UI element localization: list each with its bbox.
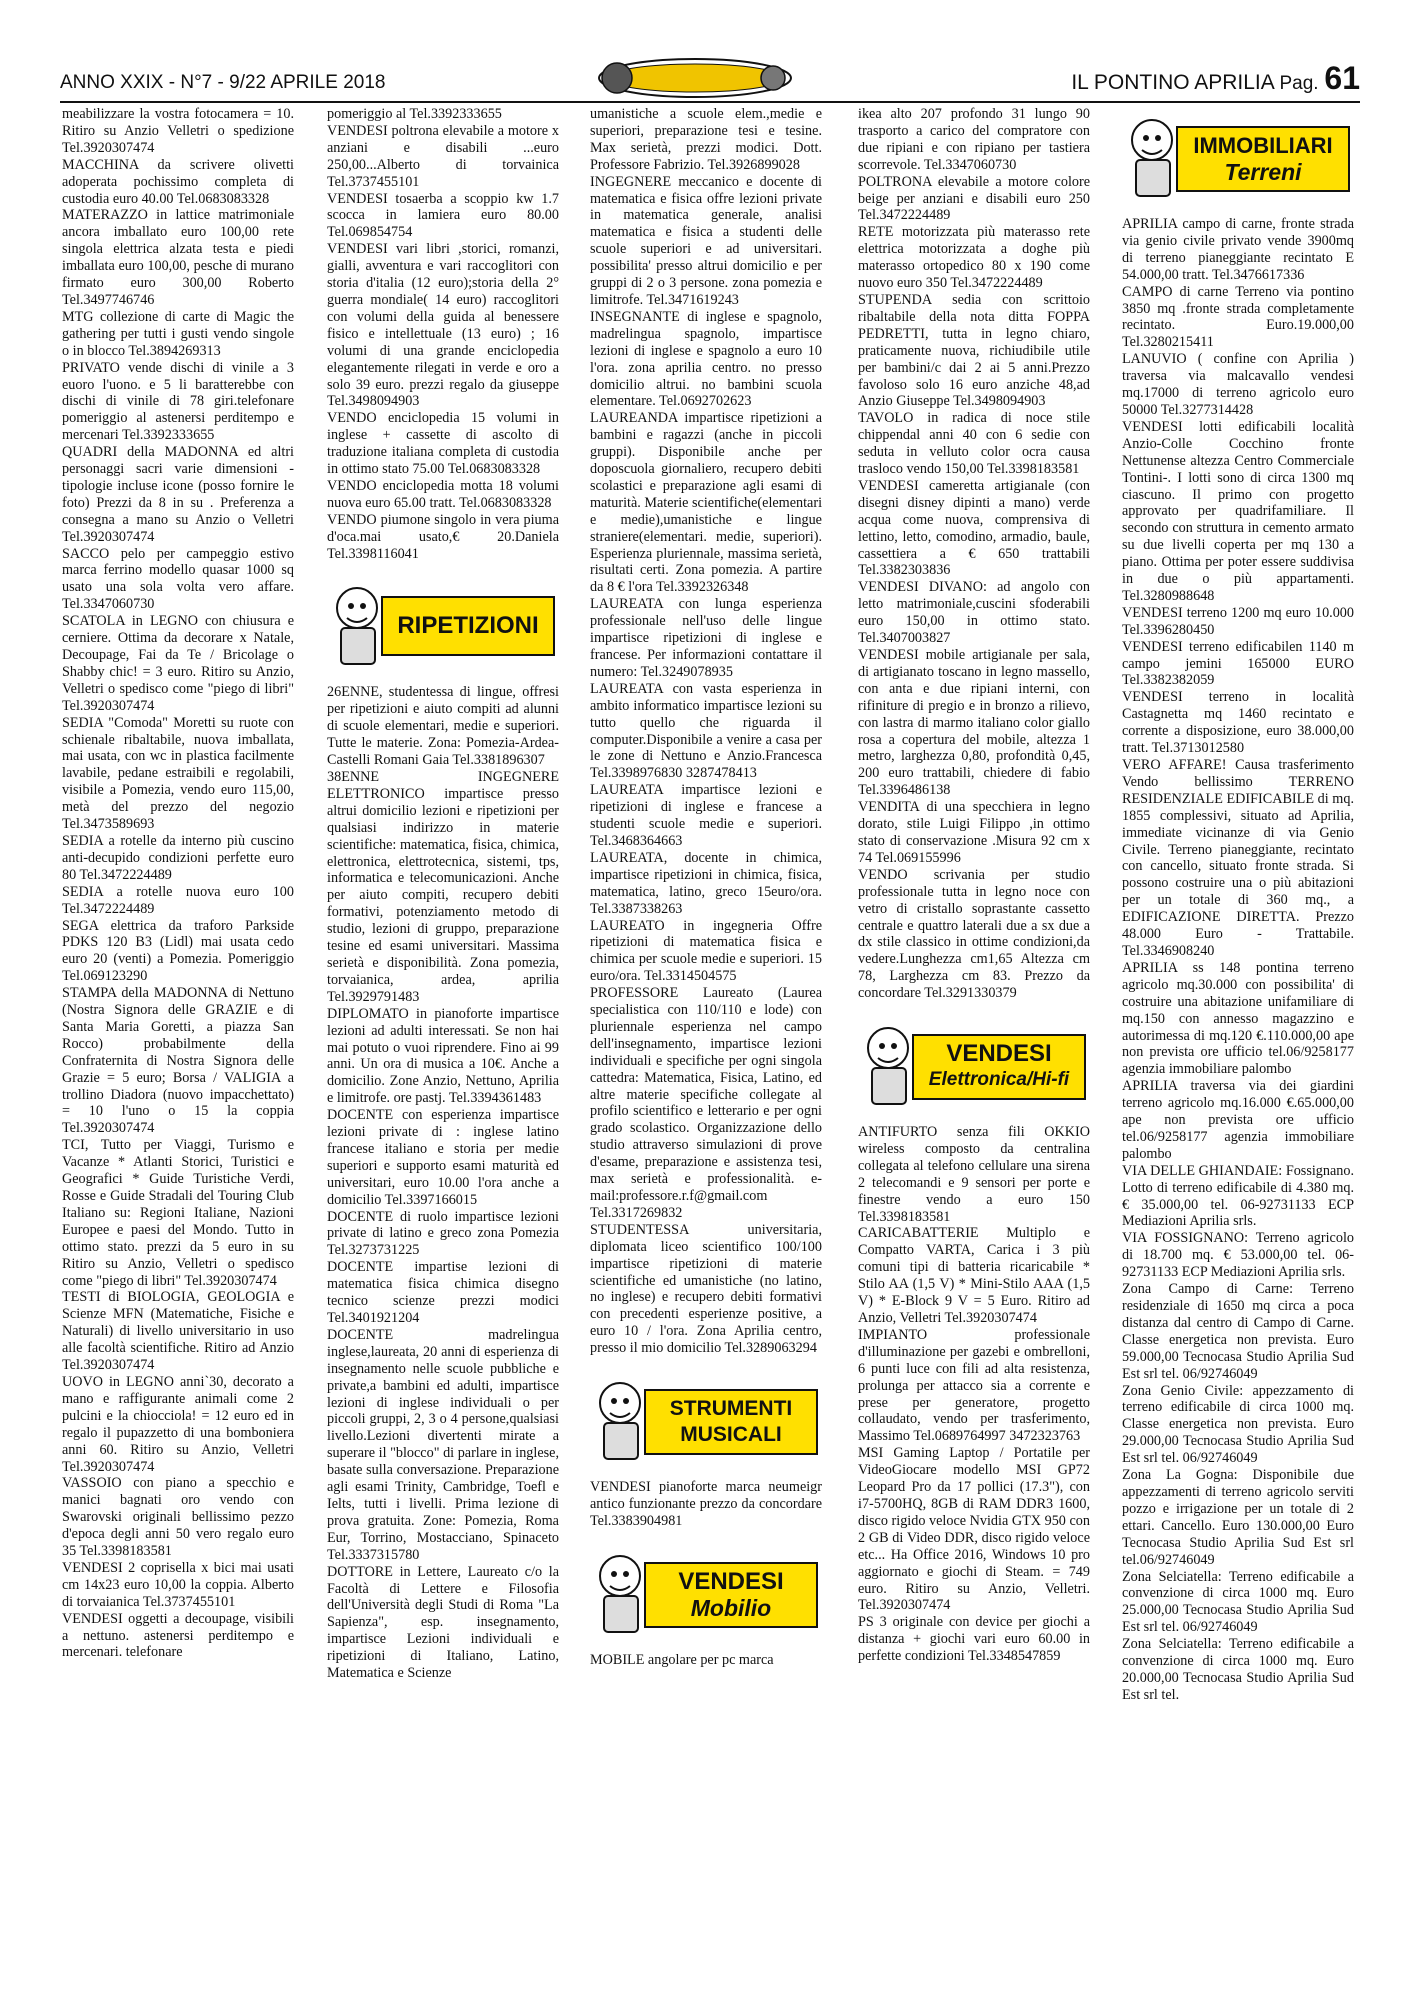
classified-ad: ikea alto 207 profondo 31 lungo 90 trasporto a carico del compratore con due ripiani e con ripiano per tastiera scorrevole. Tel.3347060730 bbox=[858, 106, 1090, 173]
classified-ad: Zona Selciatella: Terreno edificabile a convenzione di circa 1000 mq. Euro 20.000,00 Tecnocasa Studio Aprilia Sud Est srl tel. bbox=[1122, 1636, 1354, 1703]
section-title: RIPETIZIONI bbox=[381, 596, 555, 656]
classified-ad: VENDESI DIVANO: ad angolo con letto matrimoniale,cuscini sfoderabili euro 150,00 in ottimo stato. Tel.3407003827 bbox=[858, 579, 1090, 647]
classified-ad: SEDIA a rotelle nuova euro 100 Tel.3472224489 bbox=[62, 883, 294, 917]
classified-ad: TESTI di BIOLOGIA, GEOLOGIA e Scienze MFN (Matematiche, Fisiche e Naturali) di livello universitario in uso alle facoltà scientifiche. Ritiro ad Anzio Tel.3920307474 bbox=[62, 1289, 294, 1374]
classified-ad: VENDESI terreno in località Castagnetta mq 1460 recintato e corrente a disposizione, euro 38.000,00 tratt. Tel.3713012580 bbox=[1122, 689, 1354, 757]
column-4 bbox=[858, 106, 1090, 1665]
publication-name: IL PONTINO APRILIA bbox=[1071, 71, 1274, 94]
classified-ad: SACCO pelo per campeggio estivo marca ferrino modello quasar 1000 sq usato una sola volta vero affare. Tel.3347060730 bbox=[62, 545, 294, 613]
classified-ad: LAUREANDA impartisce ripetizioni a bambini e ragazzi (anche in piccoli gruppi). Disponibile anche per doposcuola giornaliero, recupero debiti scolastici e preparazione agli esami di maturità. Materie scientifiche(elementari e medie),umanistiche e lingue straniere(elementari. medie, superiori). Esperienza pluriennale, massima serietà, risultati certi. Zona pomezia. A partire da 8 € l'ora Tel.3392326348 bbox=[590, 410, 823, 596]
classified-ad: Zona Campo di Carne: Terreno residenziale di 1650 mq circa a poca distanza dal centro di Campo di Carne. Classe energetica non prevista. Euro 59.000,00 Tecnocasa Studio Aprilia Sud Est srl tel. 06/92746049 bbox=[1122, 1281, 1354, 1382]
classified-ad: MATERAZZO in lattice matrimoniale ancora imballato euro 100,00 rete singola elettrica alzata testa e piedi imballata euro 100,00, pesche di murano firmato euro 300,00 Roberto Tel.3497746746 bbox=[62, 207, 294, 308]
classified-ad: DOTTORE in Lettere, Laureato c/o la Facoltà di Lettere e Filosofia dell'Università degli Studi di Roma "La Sapienza", esp. insegnamento, impartisce Lezioni individuali e ripetizioni di Italiano, Latino, Matematica e Scienze bbox=[327, 1563, 559, 1682]
classified-ad: CARICABATTERIE Multiplo e Compatto VARTA, Carica i 3 più comuni tipi di batteria ricaricabile * Stilo AA (1,5 V) * Mini-Stilo AAA (1,5 V) * E-Block 9 V = 5 Euro. Ritiro ad Anzio, Velletri Tel.3920307474 bbox=[858, 1225, 1090, 1326]
classified-ad: ANTIFURTO senza fili OKKIO wireless composto da centralina collegata al telefono cellulare una sirena 2 telecomandi e 9 sensori per porte e finestre vendo a euro 150 Tel.3398183581 bbox=[858, 1124, 1090, 1225]
classified-ad: MACCHINA da scrivere olivetti adoperata pochissimo completa di custodia euro 40.00 Tel.0683083328 bbox=[62, 156, 294, 207]
classified-ad: DOCENTE madrelingua inglese,laureata, 20 anni di esperienza di insegnamento nelle scuole pubbliche e private,a bambini ed adulti, impartisce lezioni di inglese individuali o per piccoli gruppi, 2, 3 o 4 persone,qualsiasi livello.Lezioni divertenti mirate a superare il "blocco" di parlare in inglese, basate sulla conversazione. Preparazione agli esami Trinity, Cambridge, Toefl e Ielts, tutti i livelli. Prima lezione di prova gratuita. Zone: Pomezia, Roma Eur, Torrino, Mostacciano, Spinaceto Tel.3337315780 bbox=[327, 1326, 559, 1563]
classified-ad: umanistiche a scuole elem.,medie e superiori, preparazione tesi e tesine. Max serietà, prezzi modici. Dott. Professore Fabrizio. Tel.3926899028 bbox=[590, 106, 822, 173]
classified-ad: VENDESI pianoforte marca neumeigr antico funzionante prezzo da concordare Tel.3383904981 bbox=[590, 1479, 822, 1529]
classified-ad: Zona Genio Civile: appezzamento di terreno edificabile di circa 1000 mq. Classe energetica non prevista. Euro 29.000,00 Tecnocasa Studio Aprilia Sud Est srl tel. 06/92746049 bbox=[1122, 1382, 1354, 1467]
classified-ad: SCATOLA in LEGNO con chiusura e cerniere. Ottima da decorare x Natale, Decoupage, Fai da Te / Bricolage o Shabby chic! = 3 euro. Ritiro su Anzio, Velletri o spedisco come "piego di libri" Tel.3920307474 bbox=[62, 613, 294, 714]
classified-ad: VENDESI poltrona elevabile a motore x anziani e disabili ...euro 250,00...Alberto di torvainica Tel.3737455101 bbox=[327, 122, 559, 190]
classified-ad: INGEGNERE meccanico e docente di matematica e fisica offre lezioni private in matematica generale, analisi matematica e fisica a studenti delle scuole superiori e ad universitari. possibilita' presso altrui domicilio e per gruppi di 2 o 3 persone. zona pomezia e limitrofe. Tel.3471619243 bbox=[590, 173, 822, 308]
classified-ad: DIPLOMATO in pianoforte impartisce lezioni ad adulti interessati. Se non hai mai potuto o vuoi riprendere. Fino ai 99 anni. Un ora di musica a 10€. Anche a domicilio. Zone Anzio, Nettuno, Aprilia e limitrofe. ore pastj. Tel.3394361483 bbox=[327, 1005, 559, 1107]
classified-ad: LAUREATA, docente in chimica, impartisce ripetizioni in chimica, fisica, matematica, latino, greco 15euro/ora. Tel.3387338263 bbox=[590, 849, 822, 917]
classified-ad: VENDO piumone singolo in vera piuma d'oca.mai usato,€ 20.Daniela Tel.3398116041 bbox=[327, 511, 559, 562]
classified-ad: VASSOIO con piano a specchio e manici bagnati oro vendo con Swarovski originali bellissimo pezzo d'epoca degli anni 50 vero regalo euro 35 Tel.3398183581 bbox=[62, 1475, 294, 1560]
classified-ad: pomeriggio al Tel.3392333655 bbox=[327, 106, 502, 122]
classified-ad: APRILIA ss 148 pontina terreno agricolo mq.30.000 con possibilita' di costruire una abitazione unifamiliare di mq.150 con annesso magazzino e autorimessa di mq.120 €.110.000,00 ape non prevista ore ufficio tel.06/9258177 agenzia immobiliare palombo bbox=[1122, 959, 1354, 1078]
lo-strillone-logo bbox=[595, 56, 795, 100]
classified-ad: TCI, Tutto per Viaggi, Turismo e Vacanze * Atlanti Storici, Turistici e Geografici * Guide Turistiche Verdi, Rosse e Guide Stradali del Touring Club Italiano su: Regioni Italiane, Nazioni Europee e paesi del Mondo. Tutto in ottimo stato. prezzi da 5 euro in su Ritiro su Anzio, Velletri o spedisco come "piego di libri" Tel.3920307474 bbox=[62, 1137, 294, 1289]
classified-ad: VENDO enciclopedia 15 volumi in inglese + cassette di ascolto di traduzione italiana completa di custodia in ottimo stato 75.00 Tel.0683083328 bbox=[327, 410, 559, 478]
classified-ad: APRILIA campo di carne, fronte strada via genio civile privato vende 3900mq di terreno pianeggiante recintato E 54.000,00 tratt. Tel.3476617336 bbox=[1122, 216, 1354, 283]
classified-ad: VENDESI terreno 1200 mq euro 10.000 Tel.3396280450 bbox=[1122, 604, 1354, 638]
classified-ad: LAUREATA impartisce lezioni e ripetizioni di inglese e francese a studenti scuole medie e superiori. Tel.3468364663 bbox=[590, 782, 822, 849]
page-label: Pag. bbox=[1279, 73, 1319, 94]
classified-ad: meabilizzare la vostra fotocamera = 10. Ritiro su Anzio Velletri o spedizione Tel.3920307474 bbox=[62, 106, 294, 156]
classified-ad: LAUREATA con vasta esperienza in ambito informatico impartisce lezioni su tutto quello che riguarda il computer.Disponibile a venire a casa per le zone di Nettuno e Anzio.Francesca Tel.3398976830 3287478413 bbox=[590, 680, 822, 782]
classified-ad: INSEGNANTE di inglese e spagnolo, madrelingua spagnolo, impartisce lezioni di inglese e spagnolo a euro 10 l'ora. zona aprilia centro. no presso domicilio altrui. no bambini scuola elementare. Tel.0692702623 bbox=[590, 308, 822, 410]
classified-ad: VENDESI vari libri ,storici, romanzi, gialli, avventura e vari raccoglitori con storia d'italia (12 euro);storia della 2° guerra mondiale( 14 euro) raccoglitori con volumi della guida al benessere fisico e intellettuale (13 euro) ; 16 volumi di una grande enciclopedia elegantemente rilegati in verde e oro a solo 39 euro. prezzi regalo da giuseppe Tel.3498094903 bbox=[327, 241, 559, 410]
classified-ad: POLTRONA elevabile a motore colore beige per anziani e disabili euro 250 Tel.3472224489 bbox=[858, 173, 1090, 224]
column-3 bbox=[590, 106, 822, 1669]
mobilio-ads bbox=[590, 1652, 822, 1669]
classified-ad: MSI Gaming Laptop / Portatile per VideoGiocare modello MSI GP72 Leopard Pro da 17 pollici (17.3"), con i7-5700HQ, 8GB di RAM DDR3 1600, disco rigido veloce Nvidia GTX 950 con 2 GB di Video DDR, disco rigido veloce etc... Ha Office 2016, Windows 10 pro aggiornato e giochi di Steam. = 749 euro. Ritiro su Anzio, Velletri. Tel.3920307474 bbox=[858, 1445, 1090, 1614]
classified-ad: VENDESI tosaerba a scoppio kw 1.7 scocca in lamiera euro 80.00 Tel.069854754 bbox=[327, 190, 559, 241]
issue-info: ANNO XXIX - N°7 - 9/22 APRILE 2018 bbox=[60, 72, 386, 93]
section-title: STRUMENTI MUSICALI bbox=[644, 1389, 818, 1455]
classified-ad: PRIVATO vende dischi di vinile a 3 euoro l'uono. e 5 li baratterebbe con dischi di vinile di 78 giri.telefonare pomeriggio al astenersi perditempo e mercenari Tel.3392333655 bbox=[62, 359, 294, 444]
section-title: VENDESI Mobilio bbox=[644, 1562, 818, 1628]
page-header bbox=[60, 60, 1360, 106]
classified-ad: STUPENDA sedia con scrittoio ribaltabile della nota ditta FOPPA PEDRETTI, tutta in legno chiaro, praticamente nuova, richiudibile utile per bambini/c dai 2 ai 5 anni.Prezzo favoloso solo 16 euro anziche 48,ad Anzio Giuseppe Tel.3498094903 bbox=[858, 291, 1090, 410]
classified-ad: PS 3 originale con device per giochi a distanza + giochi vari euro 60.00 in perfette condizioni Tel.3348547859 bbox=[858, 1614, 1090, 1665]
classified-ad: DOCENTE di ruolo impartisce lezioni private di latino e greco zona Pomezia Tel.3273731225 bbox=[327, 1208, 559, 1259]
strumenti-musicali-ads bbox=[590, 1479, 822, 1530]
classified-ad: VENDITA di una specchiera in legno dorato, stile Luigi Filippo ,in ottimo stato di conservazione .Misura 92 cm x 74 Tel.069155996 bbox=[858, 799, 1090, 866]
classified-ad: VENDO scrivania per studio professionale tutta in legno noce con vetro di cristallo soprastante cassetto centrale e quattro laterali due a sx due a dx stile classico in ottime condizioni,da vedere.Lunghezza cm1,65 Altezza cm 78, Larghezza cm 83. Prezzo da concordare Tel.3291330379 bbox=[858, 866, 1090, 1002]
terreni-ads bbox=[1122, 216, 1354, 1704]
classified-ad: MOBILE angolare per pc marca bbox=[590, 1651, 774, 1668]
classified-ad: VENDESI 2 coprisella x bici mai usati cm 14x23 euro 10,00 la coppia. Alberto di torvaianica Tel.3737455101 bbox=[62, 1559, 294, 1610]
classified-ad: VIA DELLE GHIANDAIE: Fossignano. Lotto di terreno edificabile di 4.380 mq. € 35.000,00 tel. 06-92731133 ECP Mediazioni Aprilia srls. bbox=[1122, 1162, 1354, 1230]
column-1 bbox=[62, 106, 294, 1661]
classified-ad: STUDENTESSA universitaria, diplomata liceo scientifico 100/100 impartisce ripetizioni di materie scientifiche ed umanistiche (no latino, no inglese) e recupero debiti formativi con precedenti esperienze positive, a euro 10 / l'ora. Zona Aprilia centro, presso il mio domicilio Tel.3289063294 bbox=[590, 1221, 822, 1357]
classified-ad: VENDESI oggetti a decoupage, visibili a nettuno. astenersi perditempo e mercenari. telefonare bbox=[62, 1610, 294, 1661]
header-rule bbox=[60, 101, 1360, 103]
publication-info bbox=[1071, 60, 1360, 97]
classified-ad: DOCENTE impartise lezioni di matematica fisica chimica disegno tecnico scienze prezzi modici Tel.3401921204 bbox=[327, 1259, 559, 1326]
classified-ad: IMPIANTO professionale d'illuminazione per gazebi e ombrelloni, 6 punti luce con fili ad alta resistenza, prolunga per attacco sia a corrente e prese per generatore, progetto collaudato, vendo per trasferimento, Massimo Tel.0689764997 3472323763 bbox=[858, 1326, 1090, 1445]
elettronica-ads bbox=[858, 1124, 1090, 1665]
classified-ad: 38ENNE INGEGNERE ELETTRONICO impartisce presso altrui domicilio lezioni e ripetizioni per qualsiasi indirizzo in materie scientifiche: matematica, fisica, chimica, elettronica, elettrotecnica, sistemi, tps, informatica e telecomunicazioni. Anche per aiuto compiti, recupero debiti formativi, potenziamento metodo di studio, lezioni di gruppo, preparazione tesine ed esami universitari. Massima serietà e disponibilità. Zona pomezia, torvaianica, ardea, aprilia Tel.3929791483 bbox=[327, 769, 559, 1005]
classified-ad: VENDESI terreno edificabilen 1140 m campo jemini 165000 EURO Tel.3382382059 bbox=[1122, 638, 1354, 689]
classified-ad: LAUREATA con lunga esperienza professionale nell'uso delle lingue impartisce ripetizioni di inglese e francese. Per informazioni contattare il numero: Tel.3249078935 bbox=[590, 596, 822, 680]
section-banner-ripetizioni bbox=[327, 574, 559, 674]
section-banner-strumenti-musicali bbox=[590, 1369, 822, 1469]
page-number: 61 bbox=[1324, 60, 1360, 96]
section-title: IMMOBILIARI Terreni bbox=[1176, 126, 1350, 192]
column-2 bbox=[327, 106, 559, 1682]
ripetizioni-ads bbox=[327, 684, 559, 1681]
classified-ad: RETE motorizzata più materasso rete elettrica motorizzata a doghe più materasso ortopedico 80 x 190 come nuovo euro 350 Tel.3472224489 bbox=[858, 224, 1090, 292]
classified-ad: PROFESSORE Laureato (Laurea specialistica con 110/110 e lode) con pluriennale esperienza nel campo dell'insegnamento, impartisce lezioni individuali e specifiche per ogni singola cattedra: Matematica, Fisica, Latino, ed altre materie specifiche collegate al profilo scientifico e letterario e per ogni grado scolastico. Organizzazione dello studio attraverso simulazioni di prove d'esame, preparazione e assistenza tesi, max serietà e professionalità. e-mail:professore.r.f@gmail.com Tel.3317269832 bbox=[590, 985, 822, 1221]
classified-ad: SEDIA a rotelle da interno più cuscino anti-decupido condizioni perfette euro 80 Tel.3472224489 bbox=[62, 832, 294, 883]
classified-ad: VERO AFFARE! Causa trasferimento Vendo bellissimo TERRENO RESIDENZIALE EDIFICABILE di mq. 1855 complessivi, situato ad Aprilia, immediate vicinanze di via Genio Civile. Terreno pianeggiante, recintato con cancello, situato fronte strada. Si possono costruire una o più abitazioni per un totale di 360 mq., a EDIFICAZIONE DIRETTA. Prezzo 48.000 Euro - Trattabile. Tel.3346908240 bbox=[1122, 757, 1354, 959]
vendesi-varie-continued bbox=[327, 106, 559, 562]
section-banner-vendesi-elettronica bbox=[858, 1014, 1090, 1114]
section-banner-immobiliari-terreni bbox=[1122, 106, 1354, 206]
classified-ad: APRILIA traversa via dei giardini terreno agricolo mq.16.000 €.65.000,00 ape non prevista ore ufficio tel.06/9258177 agenzia immobiliare palombo bbox=[1122, 1078, 1354, 1162]
section-title: VENDESI Elettronica/Hi-fi bbox=[912, 1034, 1086, 1100]
classified-ad: VENDESI mobile artigianale per sala, di artigianato toscano in legno massello, con anta e due ripiani interni, con rifiniture di pregio e in bronzo a rilievo, con lastra di marmo italiano color giallo rosa a copertura del mobile, altezza 1 metro, larghezza 0,80, profondità 0,45, 200 euro trattabili, chiedere di fabio Tel.3396486138 bbox=[858, 647, 1090, 799]
classified-ad: SEDIA "Comoda" Moretti su ruote con schienale ribaltabile, nuova imballata, mai usata, con wc in plastica facilmente lavabile, pedane estraibili e regolabili, visibile a Pomezia, vendo euro 115,00, metà del prezzo del negozio Tel.3473589693 bbox=[62, 714, 294, 833]
classified-ad: LAUREATO in ingegneria Offre ripetizioni di matematica fisica e chimica per scuole medie e superiori. 15 euro/ora. Tel.3314504575 bbox=[590, 917, 822, 985]
classified-ad: Zona Selciatella: Terreno edificabile a convenzione di circa 1000 mq. Euro 25.000,00 Tecnocasa Studio Aprilia Sud Est srl tel. 06/92746049 bbox=[1122, 1568, 1354, 1636]
mobilio-ads-continued bbox=[858, 106, 1090, 1002]
ripetizioni-ads-continued bbox=[590, 106, 822, 1357]
classified-ad: STAMPA della MADONNA di Nettuno (Nostra Signora delle GRAZIE e di Santa Maria Goretti, a piazza San Rocco) probabilmente della Confraternita di Nostra Signora delle Grazie = 5 euro; Borsa / VALIGIA a trollino Diadora (nuovo impacchettato) = 10 l'uno o 15 la coppia Tel.3920307474 bbox=[62, 985, 294, 1137]
classified-ad: TAVOLO in radica di noce stile chippendal anni 40 con 6 sedie con seduta in velluto color ocra causa trasloco vendo 150,00 Tel.3398183581 bbox=[858, 410, 1090, 478]
column-5 bbox=[1122, 106, 1354, 1704]
classified-ad: VENDO enciclopedia motta 18 volumi nuova euro 65.00 tratt. Tel.0683083328 bbox=[327, 477, 559, 511]
classified-ad: DOCENTE con esperienza impartisce lezioni private di : inglese latino francese italiano e storia per medie superiori e supporto esami maturità ed universitari, euro 10.00 l'ora anche a domicilio Tel.3397166015 bbox=[327, 1107, 559, 1208]
classified-ad: MTG collezione di carte di Magic the gathering per tutti i gusti vendo singole o in blocco Tel.3894269313 bbox=[62, 308, 294, 359]
classified-ad: SEGA elettrica da traforo Parkside PDKS 120 B3 (Lidl) mai usata cedo euro 20 (venti) a Pomezia. Pomeriggio Tel.069123290 bbox=[62, 917, 294, 985]
classified-ad: VIA FOSSIGNANO: Terreno agricolo di 18.700 mq. € 53.000,00 tel. 06-92731133 ECP Mediazioni Aprilia srls. bbox=[1122, 1230, 1354, 1281]
section-banner-vendesi-mobilio bbox=[590, 1542, 822, 1642]
classified-ad: 26ENNE, studentessa di lingue, offresi per ripetizioni e aiuto compiti ad alunni di scuole elementari, medie e superiori. Tutte le materie. Zona: Pomezia-Ardea-Castelli Romani Gaia Tel.3381896307 bbox=[327, 684, 559, 769]
classified-ad: LANUVIO ( confine con Aprilia ) traversa via malcavallo vendesi mq.17000 di terreno agricolo euro 50000 Tel.3277314428 bbox=[1122, 351, 1354, 418]
classified-ad: UOVO in LEGNO anni`30, decorato a mano e raffigurante animali come 2 pulcini e la chiocciola! = 12 euro ed in regalo il pupazzetto di una bomboniera anni 60. Ritiro su Anzio, Velletri Tel.3920307474 bbox=[62, 1373, 294, 1475]
classified-ad: VENDESI lotti edificabili località Anzio-Colle Cocchino fronte Nettunense altezza Centro Commerciale Tontini-. I lotti sono di circa 1300 mq ciascuno. Il primo con progetto approvato per quadrifamiliare. Il secondo con struttura in cemento armato su due livelli coperta per mq 130 a piano. Ottima per poter essere suddivisa in due o più appartamenti. Tel.3280988648 bbox=[1122, 418, 1354, 604]
classified-ad: CAMPO di carne Terreno via pontino 3850 mq .fronte strada completamente recintato. Euro.19.000,00 Tel.3280215411 bbox=[1122, 283, 1354, 351]
classified-ad: VENDESI cameretta artigianale (con disegni disney dipinti a mano) verde acqua come nuova, comprensiva di lettino, letto, comodino, armadio, baule, cassettiera a € 650 trattabili Tel.3382303836 bbox=[858, 477, 1090, 579]
classified-ad: Zona La Gogna: Disponibile due appezzamenti di terreno agricolo serviti pozzo e irrigazione per un totale di 2 ettari. Cancello. Euro 130.000,00 Euro Tecnocasa Studio Aprilia Sud Est srl tel.06/92746049 bbox=[1122, 1467, 1354, 1568]
classified-ad: QUADRI della MADONNA ed altri personaggi sacri varie dimensioni - tipologie incluse icone (posso fornire le foto) Prezzi da 8 in su . Preferenza a consegna a mano su Anzio o Velletri Tel.3920307474 bbox=[62, 444, 294, 545]
